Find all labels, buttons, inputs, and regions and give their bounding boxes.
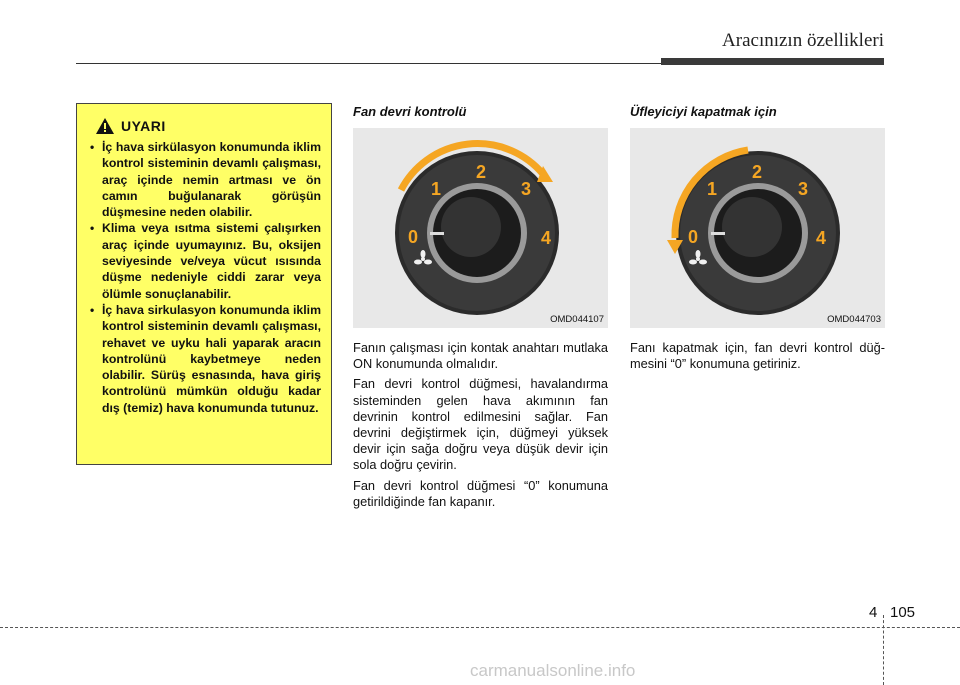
image-code: OMD044107 [550, 314, 604, 325]
image-code: OMD044703 [827, 314, 881, 325]
paragraph: Fan devri kontrol düğmesi “0” konumuna getirildiğinde fan kapanır. [353, 477, 608, 509]
paragraph: Fanı kapatmak için, fan devri kontrol düğmesini “0” konumuna getiriniz. [630, 340, 885, 372]
warning-box [76, 103, 332, 465]
footer-rule [0, 627, 960, 628]
warning-item: • İç hava sirkulasyon konumunda iklim kontrol sisteminin devamlı çalışması, rehavet ve uyku hali yaparak aracın kontrolünü kaybetmeye neden olabilir. Sürüş esnasında, hava giriş kontrolünü mümkün olduğu kadar dış (temiz) hava konumunda tutunuz. [89, 302, 321, 416]
footer-divider [883, 615, 884, 685]
dial-label-0: 0 [408, 227, 419, 247]
dial-label-2: 2 [752, 162, 763, 182]
dial-label-3: 3 [798, 179, 809, 199]
blower-off-title: Üfleyiciyi kapatmak için [630, 104, 777, 119]
blower-dial-image [630, 128, 885, 328]
fan-control-title: Fan devri kontrolü [353, 104, 467, 119]
header-bar [661, 58, 884, 65]
dial-label-1: 1 [707, 179, 718, 199]
dial-label-4: 4 [816, 228, 827, 248]
dial-label-4: 4 [541, 228, 552, 248]
header-rule [76, 63, 661, 64]
watermark: carmanualsonline.info [470, 661, 636, 680]
dial-label-2: 2 [476, 162, 487, 182]
fan-dial-illustration [353, 128, 608, 328]
warning-triangle-icon [95, 117, 115, 135]
blower-dial-illustration [630, 128, 885, 328]
dial-label-0: 0 [688, 227, 699, 247]
fan-dial-image [353, 128, 608, 328]
paragraph: Fanın çalışması için kontak anahtarı mutlaka ON konumunda olmalıdır. [353, 340, 608, 372]
dial-label-1: 1 [431, 179, 442, 199]
warning-header [95, 117, 321, 135]
warning-list [89, 139, 321, 416]
dial-label-3: 3 [521, 179, 532, 199]
fan-control-body [353, 340, 608, 514]
warning-title: UYARI [121, 118, 166, 134]
warning-item: • İç hava sirkülasyon konumunda iklim kontrol sisteminin devamlı çalışması, araç içinde nemin artması ve ön camın buğulanarak görüşün düşmesine neden olabilir. [89, 139, 321, 220]
warning-item: • Klima veya ısıtma sistemi çalışırken araç içinde uyumayınız. Bu, oksijen seviyesinde ve/veya vücut ısısında düşme nedeniyle ciddi zarar veya ölümle sonuçlanabilir. [89, 220, 321, 301]
blower-off-body [630, 340, 885, 376]
paragraph: Fan devri kontrol düğmesi, havalandırma sisteminden gelen hava akımının fan devrinin kontrol edilmesini sağlar. Fan devrini değiştirmek için, düğmeyi yüksek devir için sağa doğru veya düşük devir için sola doğru çevirin. [353, 376, 608, 473]
chapter-number: 4 [869, 604, 878, 621]
page-number: 105 [890, 604, 916, 621]
chapter-title: Aracınızın özellikleri [722, 30, 884, 51]
